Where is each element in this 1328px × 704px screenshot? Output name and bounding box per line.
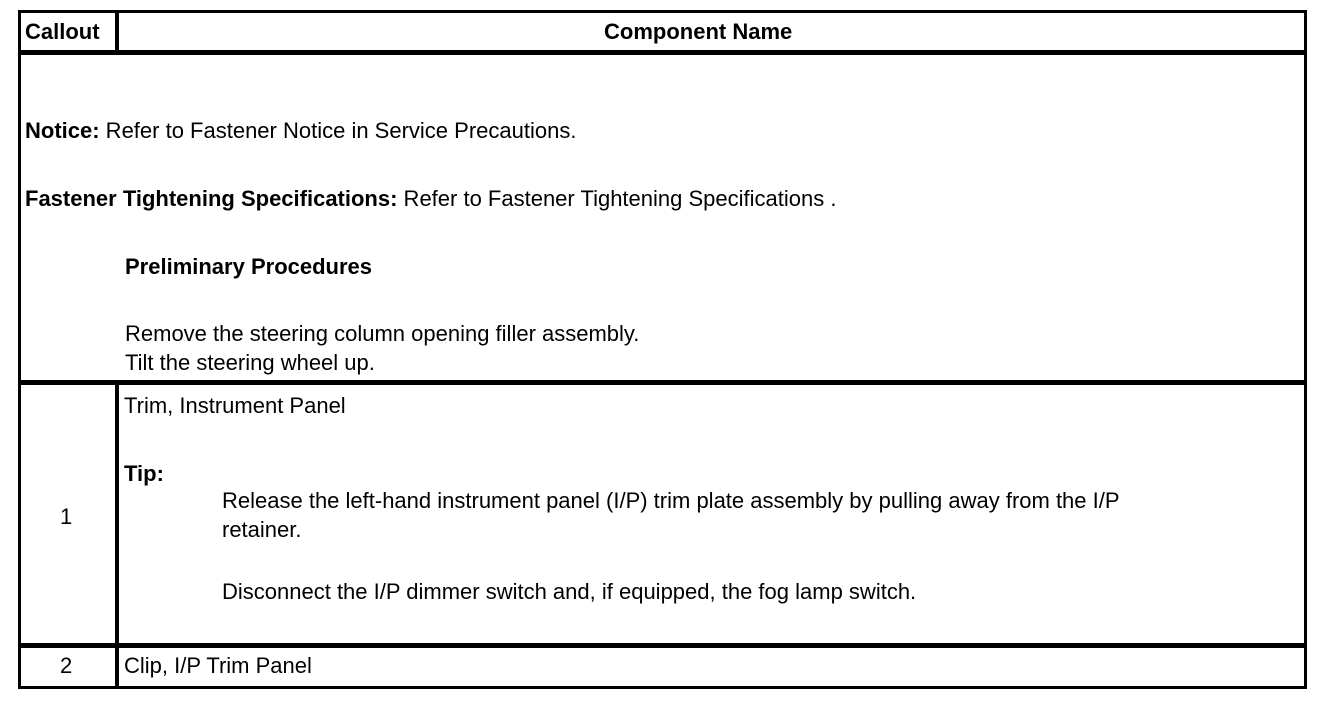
row-1-tip-text: Disconnect the I/P dimmer switch and, if equipped, the fog lamp switch. — [222, 579, 917, 604]
spec-line — [25, 186, 836, 212]
row-1-callout: 1 — [60, 504, 73, 529]
header-component-name: Component Name — [604, 19, 793, 44]
row-1-tip-text-continued: retainer. — [222, 517, 302, 542]
header-callout: Callout — [25, 19, 100, 44]
spec-label: Fastener Tightening Specifications: — [25, 186, 398, 211]
preliminary-step: Remove the steering column opening filler assembly. — [125, 321, 640, 346]
header-column-divider — [115, 13, 119, 53]
callout-column-divider — [115, 383, 119, 689]
row-1-name: Trim, Instrument Panel — [124, 393, 346, 418]
preliminary-heading: Preliminary Procedures — [125, 254, 373, 279]
row-divider — [21, 643, 1304, 648]
row-1-tip-text: Release the left-hand instrument panel (I/P) trim plate assembly by pulling away from the I/P — [222, 488, 1120, 513]
intro-divider — [21, 380, 1304, 385]
notice-label: Notice: — [25, 118, 100, 143]
notice-text: Refer to Fastener Notice in Service Precautions. — [99, 118, 577, 143]
spec-text: Refer to Fastener Tightening Specifications . — [397, 186, 837, 211]
row-2-name: Clip, I/P Trim Panel — [124, 653, 312, 678]
row-1-tip-label: Tip: — [124, 461, 164, 486]
header-divider — [21, 50, 1304, 55]
preliminary-step: Tilt the steering wheel up. — [125, 350, 375, 375]
row-2-callout: 2 — [60, 653, 73, 678]
notice-line — [25, 118, 576, 144]
